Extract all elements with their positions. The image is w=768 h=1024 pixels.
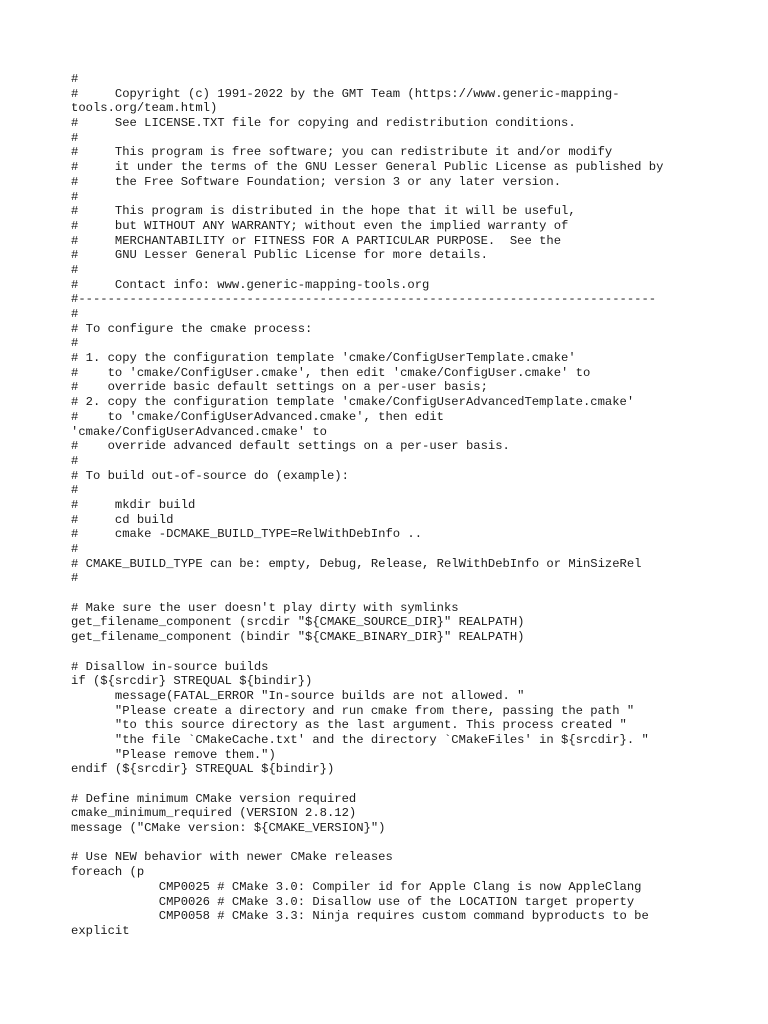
code-line: get_filename_component (srcdir "${CMAKE_SOURCE_DIR}" REALPATH) <box>71 615 525 630</box>
code-line: tools.org/team.html) <box>71 101 218 116</box>
code-line <box>71 586 751 601</box>
code-line: # Make sure the user doesn't play dirty with symlinks <box>71 600 459 615</box>
code-line: # Contact info: www.generic-mapping-tools.org <box>71 277 430 292</box>
code-line: # <box>71 336 79 351</box>
code-line: # it under the terms of the GNU Lesser General Public License as published by <box>71 160 664 175</box>
code-line: # To configure the cmake process: <box>71 321 313 336</box>
code-line: # override advanced default settings on a per-user basis. <box>71 439 510 454</box>
code-line: # cmake -DCMAKE_BUILD_TYPE=RelWithDebInfo .. <box>71 527 423 542</box>
code-line: 'cmake/ConfigUserAdvanced.cmake' to <box>71 424 327 439</box>
code-line: message ("CMake version: ${CMAKE_VERSION}") <box>71 821 386 836</box>
code-line <box>71 777 751 792</box>
code-line: # 1. copy the configuration template 'cmake/ConfigUserTemplate.cmake' <box>71 351 576 366</box>
code-line: #------------------------------------------------------------------------------- <box>71 292 657 307</box>
code-line: # 2. copy the configuration template 'cmake/ConfigUserAdvancedTemplate.cmake' <box>71 395 635 410</box>
code-line: # mkdir build <box>71 497 196 512</box>
code-line: # override basic default settings on a per-user basis; <box>71 380 488 395</box>
code-line: "Please remove them.") <box>71 747 276 762</box>
code-line: # <box>71 542 79 556</box>
code-line: # <box>71 483 79 498</box>
code-line: # <box>71 307 79 321</box>
code-line: # MERCHANTABILITY or FITNESS FOR A PARTICULAR PURPOSE. See the <box>71 233 562 248</box>
code-line: # to 'cmake/ConfigUser.cmake', then edit 'cmake/ConfigUser.cmake' to <box>71 365 591 380</box>
code-line: # Define minimum CMake version required <box>71 791 357 806</box>
code-line: "the file `CMakeCache.txt' and the directory `CMakeFiles' in ${srcdir}. " <box>71 732 649 747</box>
code-line: # <box>71 189 79 204</box>
code-line: # but WITHOUT ANY WARRANTY; without even the implied warranty of <box>71 218 569 233</box>
code-line <box>71 645 751 660</box>
code-line: # <box>71 262 79 277</box>
code-line: # cd build <box>71 512 174 527</box>
code-line: if (${srcdir} STREQUAL ${bindir}) <box>71 674 313 689</box>
code-line: CMP0025 # CMake 3.0: Compiler id for Apple Clang is now AppleClang <box>71 879 642 894</box>
document-page <box>71 72 751 939</box>
code-line: # <box>71 72 79 86</box>
code-line: # to 'cmake/ConfigUserAdvanced.cmake', then edit <box>71 409 444 424</box>
code-line: # <box>71 571 79 586</box>
code-line <box>71 836 751 851</box>
code-line: CMP0058 # CMake 3.3: Ninja requires custom command byproducts to be <box>71 909 649 924</box>
code-line: # Use NEW behavior with newer CMake releases <box>71 850 393 865</box>
code-line: "Please create a directory and run cmake from there, passing the path " <box>71 703 635 718</box>
code-line: # <box>71 130 79 145</box>
code-line: # To build out-of-source do (example): <box>71 468 349 483</box>
code-line: message(FATAL_ERROR "In-source builds are not allowed. " <box>71 688 525 703</box>
code-line: # This program is distributed in the hope that it will be useful, <box>71 204 576 219</box>
code-line: explicit <box>71 923 130 938</box>
code-line: CMP0026 # CMake 3.0: Disallow use of the LOCATION target property <box>71 894 635 909</box>
code-line: cmake_minimum_required (VERSION 2.8.12) <box>71 806 357 821</box>
code-line: # GNU Lesser General Public License for more details. <box>71 248 488 263</box>
code-line: # Disallow in-source builds <box>71 659 269 674</box>
code-line: get_filename_component (bindir "${CMAKE_BINARY_DIR}" REALPATH) <box>71 630 525 645</box>
code-line: # Copyright (c) 1991-2022 by the GMT Team (https://www.generic-mapping- <box>71 86 620 101</box>
code-line: # the Free Software Foundation; version 3 or any later version. <box>71 174 562 189</box>
code-line: # CMAKE_BUILD_TYPE can be: empty, Debug, Release, RelWithDebInfo or MinSizeRel <box>71 556 642 571</box>
code-line: # See LICENSE.TXT file for copying and redistribution conditions. <box>71 116 576 131</box>
code-line: # This program is free software; you can redistribute it and/or modify <box>71 145 613 160</box>
code-line: # <box>71 453 79 468</box>
code-line: "to this source directory as the last argument. This process created " <box>71 718 627 733</box>
code-line: endif (${srcdir} STREQUAL ${bindir}) <box>71 762 335 777</box>
code-line: foreach (p <box>71 865 145 880</box>
